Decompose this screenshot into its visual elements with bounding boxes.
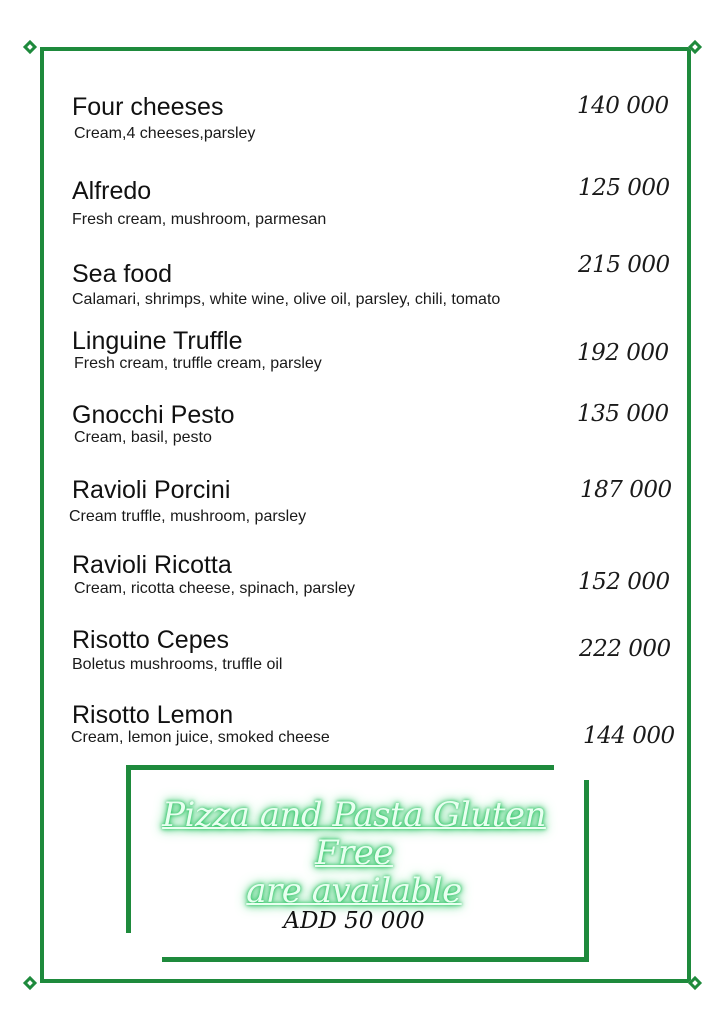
dish-price: 152 000 [578, 569, 670, 595]
dish-price: 140 000 [577, 93, 669, 119]
dish-description: Cream, lemon juice, smoked cheese [71, 729, 330, 746]
dish-description: Calamari, shrimps, white wine, olive oil, parsley, chili, tomato [72, 291, 501, 308]
gluten-free-line-2: are available [246, 871, 462, 911]
dish-price: 222 000 [579, 636, 671, 662]
dish-price: 144 000 [583, 723, 675, 749]
dish-description: Cream truffle, mushroom, parsley [69, 508, 307, 525]
dish-name: Alfredo [72, 177, 152, 205]
box-line-top [126, 765, 554, 770]
dish-description: Boletus mushrooms, truffle oil [72, 656, 283, 673]
dish-name: Risotto Cepes [72, 626, 230, 654]
dish-name: Sea food [72, 260, 173, 288]
gluten-free-notice [126, 796, 582, 910]
dish-name: Gnocchi Pesto [72, 401, 235, 429]
dish-price: 215 000 [578, 252, 670, 278]
box-line-right [584, 780, 589, 962]
corner-ornament-bottom-left [23, 976, 37, 990]
gluten-free-price: ADD 50 000 [283, 908, 425, 934]
box-line-bottom [162, 957, 589, 962]
dish-description: Fresh cream, truffle cream, parsley [74, 355, 322, 372]
dish-description: Cream, basil, pesto [74, 429, 212, 446]
dish-name: Linguine Truffle [72, 327, 243, 355]
dish-price: 135 000 [577, 401, 669, 427]
dish-name: Risotto Lemon [72, 701, 234, 729]
dish-price: 125 000 [578, 175, 670, 201]
gluten-free-line-1: Pizza and Pasta Gluten Free [162, 795, 546, 873]
dish-name: Ravioli Porcini [72, 476, 231, 504]
dish-description: Cream, ricotta cheese, spinach, parsley [74, 580, 356, 597]
dish-name: Ravioli Ricotta [72, 551, 232, 579]
dish-price: 187 000 [580, 477, 672, 503]
dish-name: Four cheeses [72, 93, 224, 121]
dish-description: Fresh cream, mushroom, parmesan [72, 211, 327, 228]
dish-price: 192 000 [577, 340, 669, 366]
corner-ornament-top-left [23, 40, 37, 54]
dish-description: Cream,4 cheeses,parsley [74, 125, 256, 142]
